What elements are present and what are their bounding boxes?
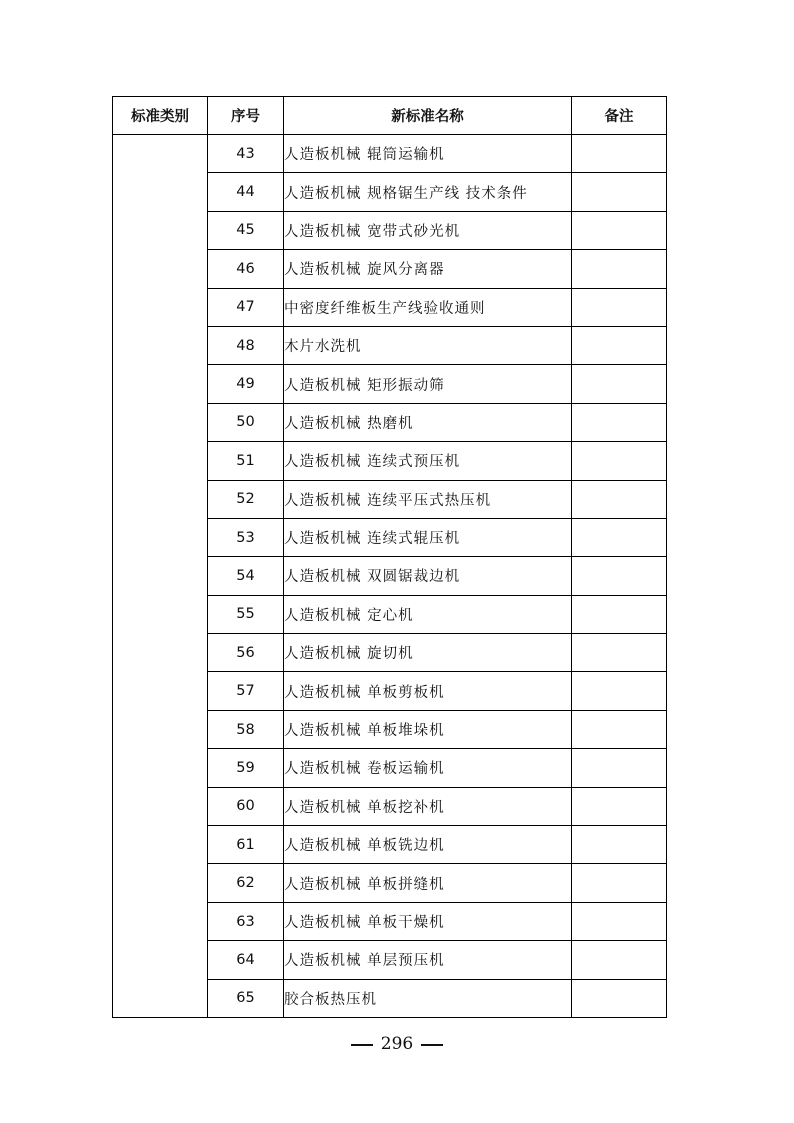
standard-name: 人造板机械 旋切机 bbox=[284, 634, 572, 672]
standard-name: 人造板机械 单板堆垛机 bbox=[284, 710, 572, 748]
footer-dash-left bbox=[351, 1044, 373, 1046]
standard-name: 人造板机械 单层预压机 bbox=[284, 941, 572, 979]
row-number: 55 bbox=[208, 595, 284, 633]
remarks-cell bbox=[572, 173, 667, 211]
row-number: 49 bbox=[208, 365, 284, 403]
standard-name: 木片水洗机 bbox=[284, 326, 572, 364]
row-number: 58 bbox=[208, 710, 284, 748]
row-number: 44 bbox=[208, 173, 284, 211]
row-number: 59 bbox=[208, 749, 284, 787]
remarks-cell bbox=[572, 787, 667, 825]
standard-name: 人造板机械 热磨机 bbox=[284, 403, 572, 441]
standard-name: 人造板机械 卷板运输机 bbox=[284, 749, 572, 787]
row-number: 63 bbox=[208, 902, 284, 940]
row-number: 60 bbox=[208, 787, 284, 825]
remarks-cell bbox=[572, 557, 667, 595]
row-number: 54 bbox=[208, 557, 284, 595]
remarks-cell bbox=[572, 902, 667, 940]
standard-name: 人造板机械 宽带式砂光机 bbox=[284, 211, 572, 249]
page-number: 296 bbox=[380, 1034, 414, 1054]
row-number: 50 bbox=[208, 403, 284, 441]
remarks-cell bbox=[572, 326, 667, 364]
standard-name: 人造板机械 矩形振动筛 bbox=[284, 365, 572, 403]
remarks-cell bbox=[572, 749, 667, 787]
header-number: 序号 bbox=[208, 97, 284, 135]
standard-name: 人造板机械 定心机 bbox=[284, 595, 572, 633]
row-number: 64 bbox=[208, 941, 284, 979]
remarks-cell bbox=[572, 480, 667, 518]
remarks-cell bbox=[572, 864, 667, 902]
row-number: 62 bbox=[208, 864, 284, 902]
standard-name: 人造板机械 连续式辊压机 bbox=[284, 518, 572, 556]
table-row bbox=[113, 135, 667, 173]
remarks-cell bbox=[572, 211, 667, 249]
footer-dash-right bbox=[421, 1044, 443, 1046]
remarks-cell bbox=[572, 442, 667, 480]
standard-name: 人造板机械 双圆锯裁边机 bbox=[284, 557, 572, 595]
remarks-cell bbox=[572, 250, 667, 288]
row-number: 65 bbox=[208, 979, 284, 1017]
row-number: 45 bbox=[208, 211, 284, 249]
row-number: 43 bbox=[208, 135, 284, 173]
standard-name: 中密度纤维板生产线验收通则 bbox=[284, 288, 572, 326]
page-footer bbox=[0, 1034, 794, 1054]
remarks-cell bbox=[572, 941, 667, 979]
standard-name: 人造板机械 单板剪板机 bbox=[284, 672, 572, 710]
row-number: 48 bbox=[208, 326, 284, 364]
remarks-cell bbox=[572, 518, 667, 556]
table-header-row bbox=[113, 97, 667, 135]
remarks-cell bbox=[572, 365, 667, 403]
standard-name: 人造板机械 连续平压式热压机 bbox=[284, 480, 572, 518]
header-remarks: 备注 bbox=[572, 97, 667, 135]
remarks-cell bbox=[572, 672, 667, 710]
standard-name: 胶合板热压机 bbox=[284, 979, 572, 1017]
row-number: 52 bbox=[208, 480, 284, 518]
row-number: 57 bbox=[208, 672, 284, 710]
row-number: 51 bbox=[208, 442, 284, 480]
remarks-cell bbox=[572, 979, 667, 1017]
remarks-cell bbox=[572, 135, 667, 173]
standard-name: 人造板机械 单板拼缝机 bbox=[284, 864, 572, 902]
remarks-cell bbox=[572, 595, 667, 633]
standard-name: 人造板机械 单板铣边机 bbox=[284, 826, 572, 864]
remarks-cell bbox=[572, 710, 667, 748]
remarks-cell bbox=[572, 403, 667, 441]
standard-name: 人造板机械 连续式预压机 bbox=[284, 442, 572, 480]
header-category: 标准类别 bbox=[113, 97, 208, 135]
row-number: 47 bbox=[208, 288, 284, 326]
standards-table bbox=[112, 96, 667, 1018]
header-standard-name: 新标准名称 bbox=[284, 97, 572, 135]
category-cell bbox=[113, 135, 208, 1018]
row-number: 61 bbox=[208, 826, 284, 864]
remarks-cell bbox=[572, 634, 667, 672]
standard-name: 人造板机械 单板挖补机 bbox=[284, 787, 572, 825]
standard-name: 人造板机械 规格锯生产线 技术条件 bbox=[284, 173, 572, 211]
standard-name: 人造板机械 旋风分离器 bbox=[284, 250, 572, 288]
remarks-cell bbox=[572, 288, 667, 326]
row-number: 53 bbox=[208, 518, 284, 556]
standard-name: 人造板机械 单板干燥机 bbox=[284, 902, 572, 940]
standard-name: 人造板机械 辊筒运输机 bbox=[284, 135, 572, 173]
remarks-cell bbox=[572, 826, 667, 864]
row-number: 46 bbox=[208, 250, 284, 288]
row-number: 56 bbox=[208, 634, 284, 672]
